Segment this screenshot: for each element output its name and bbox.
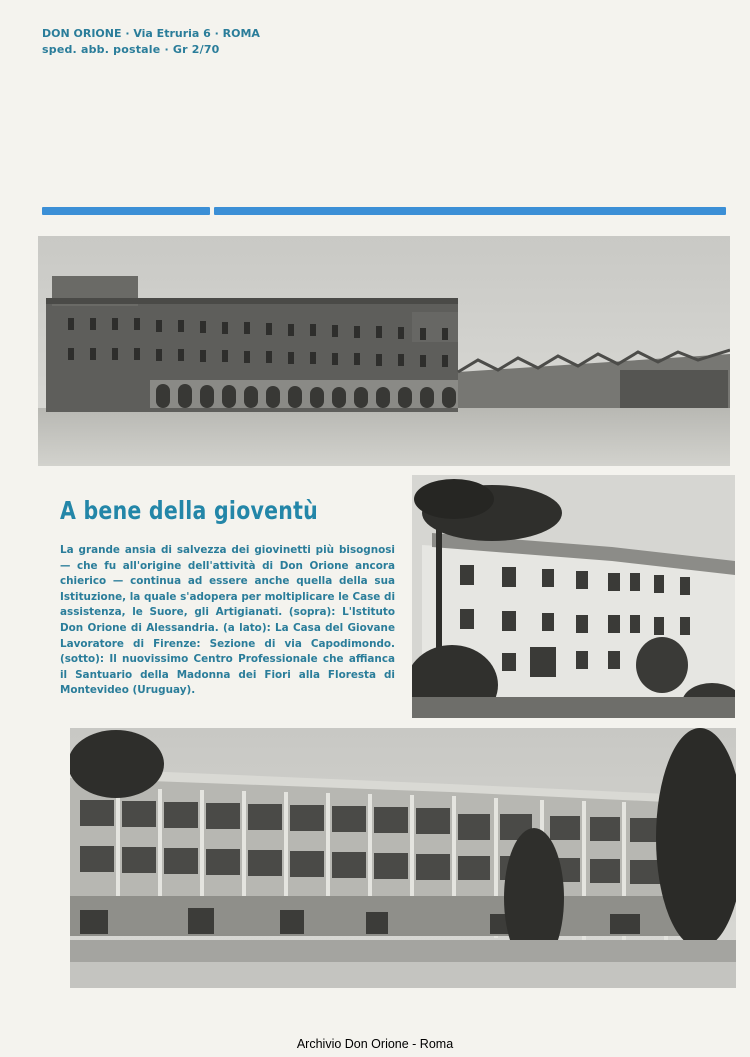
archive-footer: Archivio Don Orione - Roma [296, 1037, 454, 1051]
masthead-address: DON ORIONE · Via Etruria 6 · ROMA [42, 27, 260, 40]
masthead [42, 26, 260, 58]
article-body-text: La grande ansia di salvezza dei giovinetti più bisognosi — che fu all'origine dell'attività di Don Orione ancora chierico — continua ad essere anche quella della sua Istituzione, la quale s'adopera per moltiplicare le Case di assistenza, le Suore, gli Artigianati. (sopra): L'Istituto Don Orione di Alessandria. (a lato): La Casa del Giovane Lavoratore di Firenze: Sezione di via Capodimondo. (sotto): Il nuovissimo Centro Professionale che affianca il Santuario della Madonna dei Fiori alla Floresta di Montevideo (Uruguay). [60, 544, 395, 697]
masthead-postal-info: sped. abb. postale · Gr 2/70 [42, 43, 220, 56]
blue-divider-rule [42, 207, 726, 215]
article-title: A bene della gioventù [60, 496, 319, 525]
photo-montevideo-professional-center [70, 728, 736, 988]
photo-florence-youth-house [412, 475, 735, 718]
article-body [60, 543, 395, 699]
photo-alessandria-institute [38, 236, 730, 466]
